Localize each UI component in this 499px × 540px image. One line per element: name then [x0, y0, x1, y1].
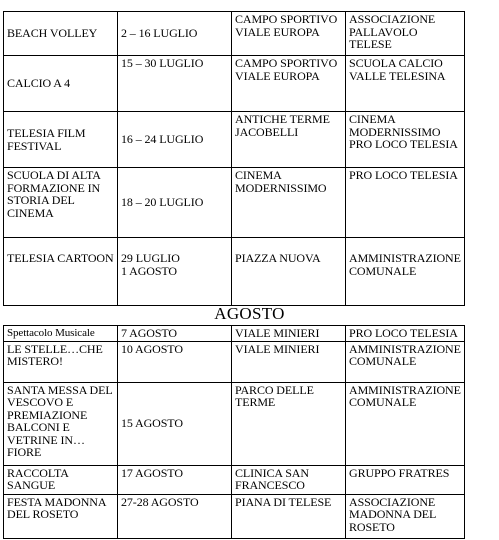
organizer-cell: CINEMA MODERNISSIMO PRO LOCO TELESIA: [346, 112, 465, 168]
organizer-cell: ASSOCIAZIONE PALLAVOLO TELESE: [346, 12, 465, 56]
event-cell: BEACH VOLLEY: [4, 12, 118, 56]
table-row: [4, 112, 465, 168]
place-cell: CAMPO SPORTIVO VIALE EUROPA: [232, 12, 346, 56]
date-cell: 15 – 30 LUGLIO: [118, 56, 232, 112]
date-cell: 16 – 24 LUGLIO: [118, 112, 232, 168]
date-cell: 15 AGOSTO: [118, 382, 232, 465]
date-cell: 27-28 AGOSTO: [118, 494, 232, 538]
july-events-table: [3, 11, 465, 306]
organizer-cell: AMMINISTRAZIONE COMUNALE: [346, 238, 465, 306]
organizer-cell: AMMINISTRAZIONE COMUNALE: [346, 382, 465, 465]
date-cell: 7 AGOSTO: [118, 326, 232, 342]
place-cell: PIANA DI TELESE: [232, 494, 346, 538]
table-row: [4, 56, 465, 112]
event-cell: TELESIA FILM FESTIVAL: [4, 112, 118, 168]
place-cell: CLINICA SAN FRANCESCO: [232, 465, 346, 494]
table-row: [4, 12, 465, 56]
place-cell: VIALE MINIERI: [232, 341, 346, 382]
event-cell: Spettacolo Musicale: [4, 326, 118, 342]
date-cell: 17 AGOSTO: [118, 465, 232, 494]
organizer-cell: GRUPPO FRATRES: [346, 465, 465, 494]
place-cell: VIALE MINIERI: [232, 326, 346, 342]
date-cell: 10 AGOSTO: [118, 341, 232, 382]
august-events-table: [3, 325, 465, 539]
place-cell: CINEMA MODERNISSIMO: [232, 168, 346, 238]
organizer-cell: PRO LOCO TELESIA: [346, 168, 465, 238]
event-cell: RACCOLTA SANGUE: [4, 465, 118, 494]
event-cell: LE STELLE…CHE MISTERO!: [4, 341, 118, 382]
date-cell: 29 LUGLIO 1 AGOSTO: [118, 238, 232, 306]
date-cell: 18 – 20 LUGLIO: [118, 168, 232, 238]
date-cell: 2 – 16 LUGLIO: [118, 12, 232, 56]
organizer-cell: PRO LOCO TELESIA: [346, 326, 465, 342]
organizer-cell: ASSOCIAZIONE MADONNA DEL ROSETO: [346, 494, 465, 538]
organizer-cell: AMMINISTRAZIONE COMUNALE: [346, 341, 465, 382]
table-row: [4, 494, 465, 538]
table-row: [4, 382, 465, 465]
organizer-cell: SCUOLA CALCIO VALLE TELESINA: [346, 56, 465, 112]
event-cell: SANTA MESSA DEL VESCOVO E PREMIAZIONE BALCONI E VETRINE IN…FIORE: [4, 382, 118, 465]
event-cell: CALCIO A 4: [4, 56, 118, 112]
place-cell: PIAZZA NUOVA: [232, 238, 346, 306]
table-row: [4, 238, 465, 306]
table-row: [4, 168, 465, 238]
table-row: [4, 465, 465, 494]
month-heading: AGOSTO: [214, 304, 285, 323]
table-row: [4, 326, 465, 342]
event-cell: FESTA MADONNA DEL ROSETO: [4, 494, 118, 538]
event-cell: SCUOLA DI ALTA FORMAZIONE IN STORIA DEL CINEMA: [4, 168, 118, 238]
event-cell: TELESIA CARTOON: [4, 238, 118, 306]
place-cell: ANTICHE TERME JACOBELLI: [232, 112, 346, 168]
place-cell: CAMPO SPORTIVO VIALE EUROPA: [232, 56, 346, 112]
table-row: [4, 341, 465, 382]
place-cell: PARCO DELLE TERME: [232, 382, 346, 465]
